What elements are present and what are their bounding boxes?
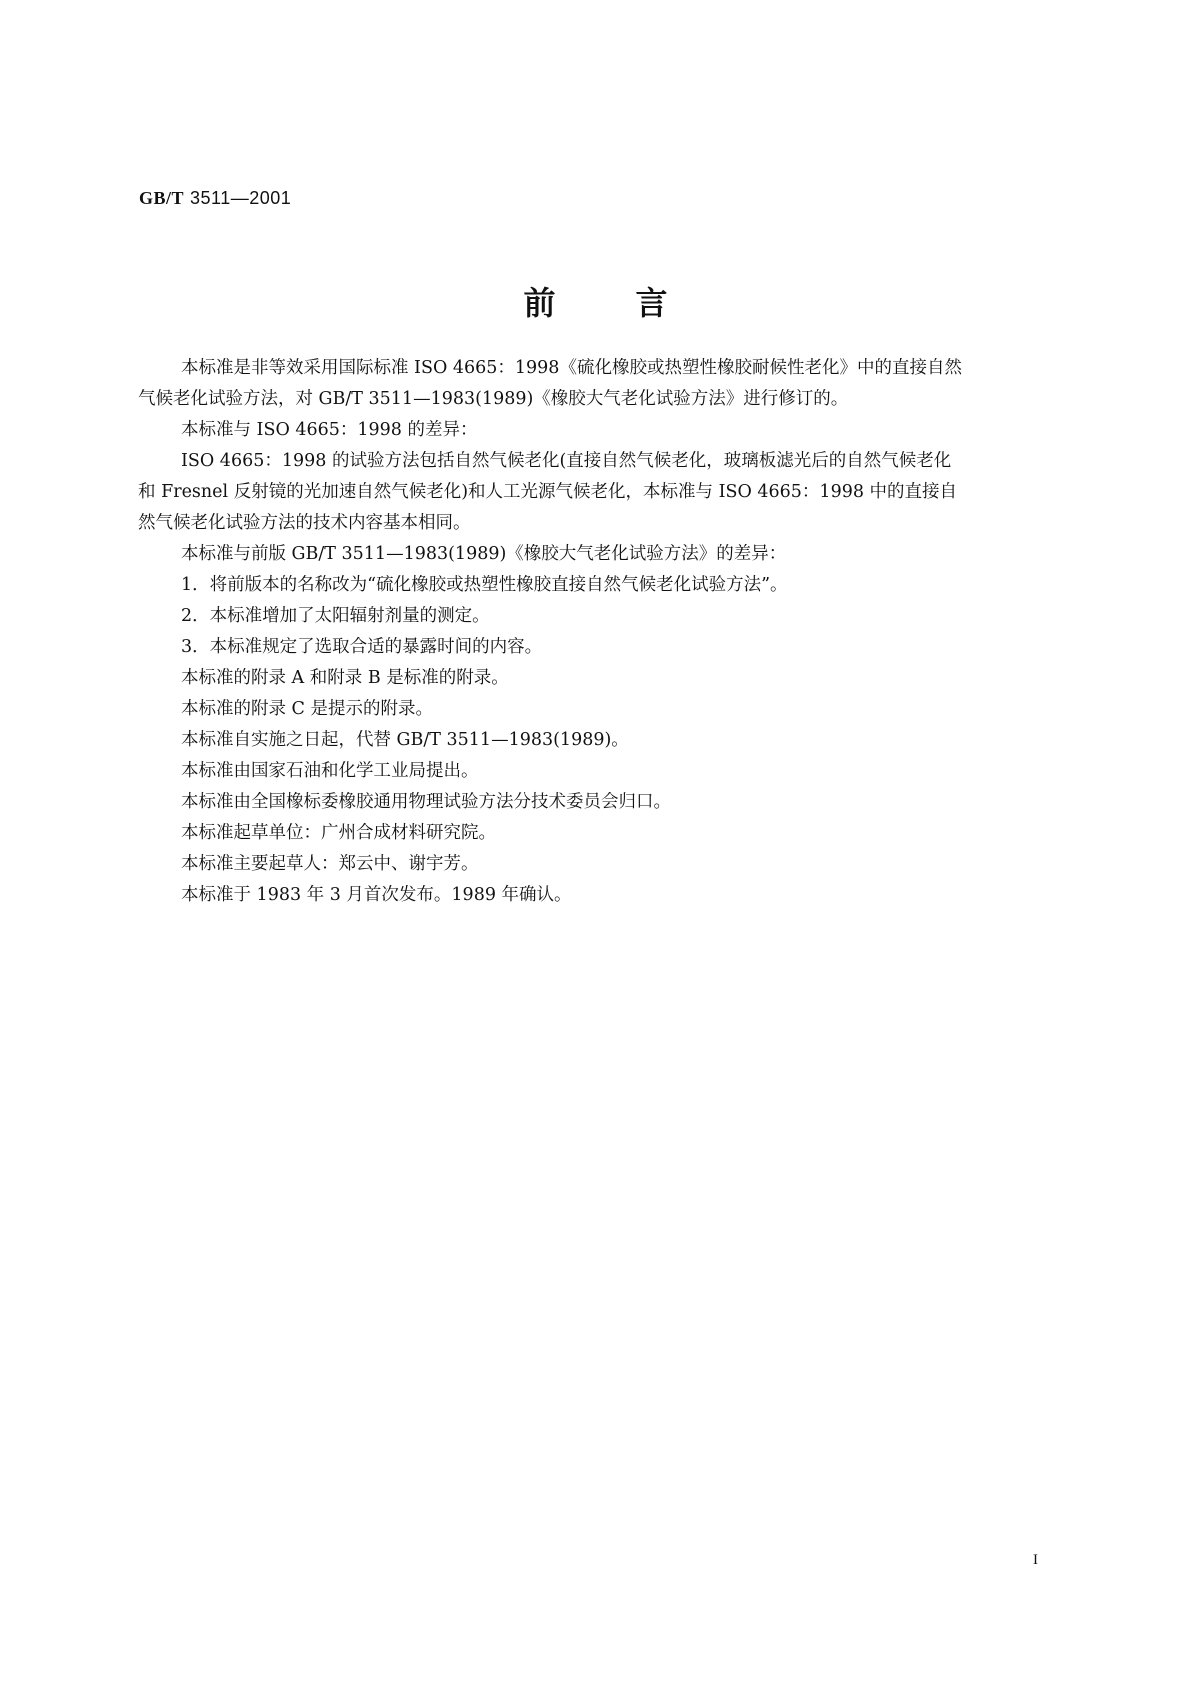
paragraph: 本标准是非等效采用国际标准 ISO 4665：1998《硫化橡胶或热塑性橡胶耐候性老化》中的直接自然: [181, 358, 962, 378]
page-number: I: [1033, 1552, 1038, 1568]
paragraph-continuation: 和 Fresnel 反射镜的光加速自然气候老化)和人工光源气候老化，本标准与 ISO 4665：1998 中的直接自: [138, 482, 958, 502]
document-code-number: 3511—2001: [190, 188, 292, 208]
paragraph: 本标准自实施之日起，代替 GB/T 3511—1983(1989)。: [181, 730, 629, 750]
paragraph: 本标准由国家石油和化学工业局提出。: [181, 761, 479, 781]
paragraph: 本标准起草单位：广州合成材料研究院。: [181, 823, 496, 843]
document-code: [139, 188, 291, 209]
paragraph: 本标准主要起草人：郑云中、谢宇芳。: [181, 854, 479, 874]
paragraph-continuation: 然气候老化试验方法的技术内容基本相同。: [138, 513, 471, 533]
paragraph: 本标准与前版 GB/T 3511—1983(1989)《橡胶大气老化试验方法》的差异：: [181, 544, 787, 564]
paragraph-continuation: 气候老化试验方法，对 GB/T 3511—1983(1989)《橡胶大气老化试验方法》进行修订的。: [138, 389, 849, 409]
paragraph: 本标准与 ISO 4665：1998 的差异：: [181, 420, 478, 440]
list-item: 1．将前版本的名称改为“硫化橡胶或热塑性橡胶直接自然气候老化试验方法”。: [181, 575, 788, 595]
foreword-body: [138, 353, 1068, 911]
paragraph: 本标准的附录 C 是提示的附录。: [181, 699, 434, 719]
list-item: 3．本标准规定了选取合适的暴露时间的内容。: [181, 637, 543, 657]
document-code-prefix: GB/T: [139, 188, 185, 208]
list-item: 2．本标准增加了太阳辐射剂量的测定。: [181, 606, 490, 626]
paragraph: 本标准于 1983 年 3 月首次发布。1989 年确认。: [181, 885, 572, 905]
page-title: 前言: [523, 284, 748, 322]
paragraph: 本标准的附录 A 和附录 B 是标准的附录。: [181, 668, 509, 688]
paragraph: ISO 4665：1998 的试验方法包括自然气候老化(直接自然气候老化，玻璃板滤光后的自然气候老化: [181, 451, 952, 471]
paragraph: 本标准由全国橡标委橡胶通用物理试验方法分技术委员会归口。: [181, 792, 671, 812]
